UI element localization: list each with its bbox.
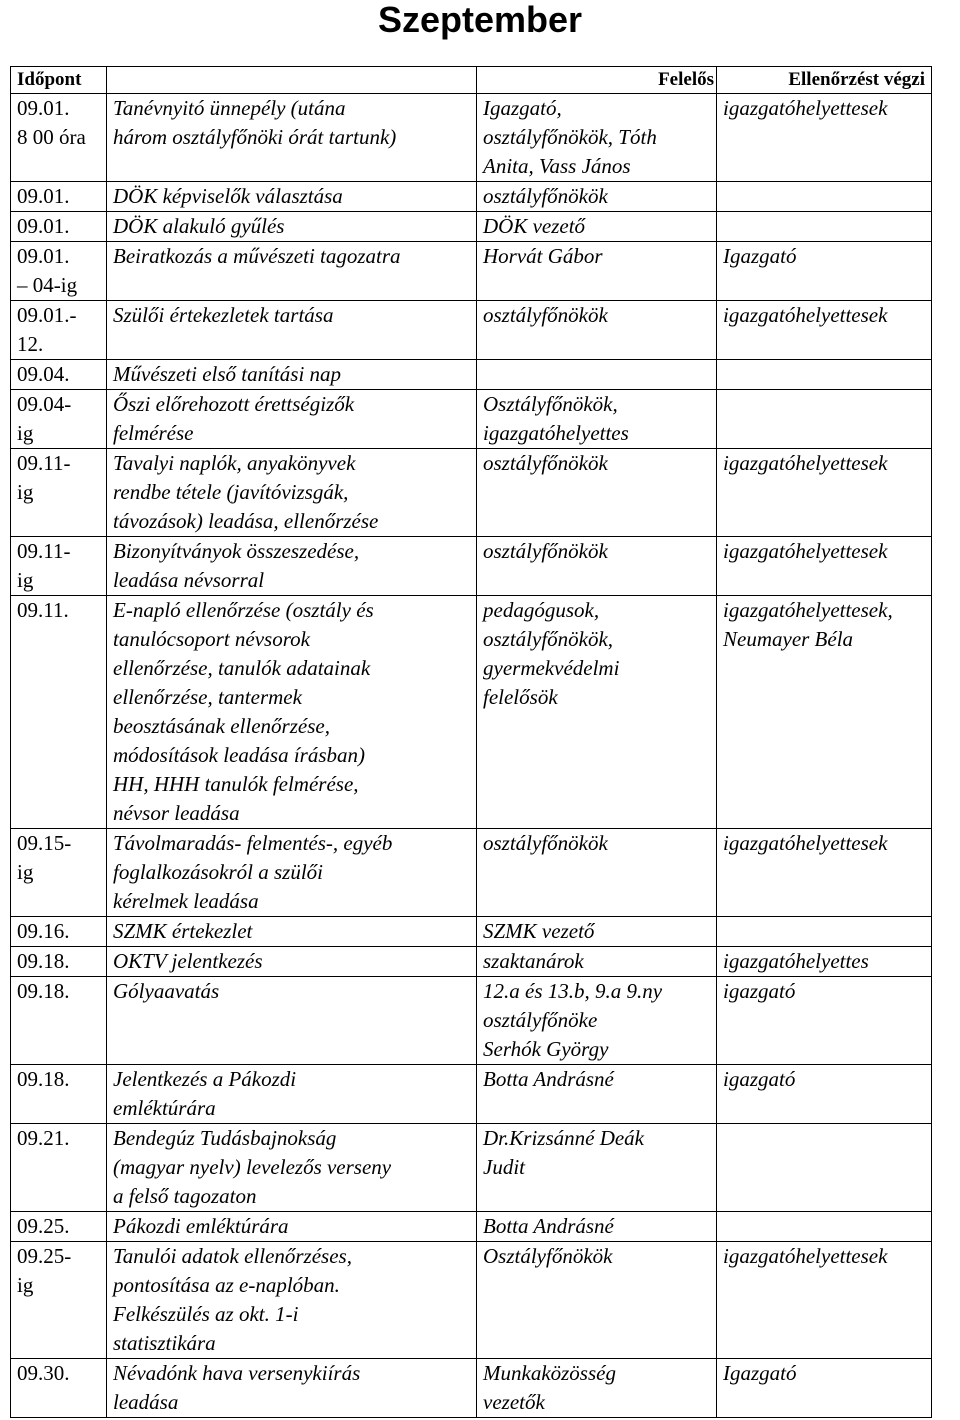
table-row bbox=[11, 301, 932, 360]
table-row bbox=[11, 1359, 932, 1418]
cell-date: 09.15- ig bbox=[11, 829, 107, 917]
cell-task: Távolmaradás- felmentés-, egyéb foglalkozásokról a szülői kérelmek leadása bbox=[107, 829, 477, 917]
table-row bbox=[11, 917, 932, 947]
cell-responsible: DÖK vezető bbox=[477, 212, 717, 242]
cell-check bbox=[717, 212, 932, 242]
cell-check: Igazgató bbox=[717, 242, 932, 301]
cell-responsible: Dr.Krizsánné Deák Judit bbox=[477, 1124, 717, 1212]
table-row bbox=[11, 1124, 932, 1212]
table-row bbox=[11, 390, 932, 449]
header-check: Ellenőrzést végzi bbox=[717, 67, 932, 94]
cell-task: Tanévnyitó ünnepély (utána három osztályfőnöki órát tartunk) bbox=[107, 94, 477, 182]
cell-responsible: 12.a és 13.b, 9.a 9.ny osztályfőnöke Serhók György bbox=[477, 977, 717, 1065]
cell-check bbox=[717, 1124, 932, 1212]
cell-task: DÖK alakuló gyűlés bbox=[107, 212, 477, 242]
cell-date: 09.25- ig bbox=[11, 1242, 107, 1359]
cell-date: 09.01.- 12. bbox=[11, 301, 107, 360]
cell-responsible: Botta Andrásné bbox=[477, 1212, 717, 1242]
cell-date: 09.25. bbox=[11, 1212, 107, 1242]
cell-task: Művészeti első tanítási nap bbox=[107, 360, 477, 390]
cell-date: 09.11- ig bbox=[11, 449, 107, 537]
header-responsible: Felelős bbox=[477, 67, 717, 94]
header-task bbox=[107, 67, 477, 94]
header-date: Időpont bbox=[11, 67, 107, 94]
cell-task: Bendegúz Tudásbajnokság (magyar nyelv) levelezős verseny a felső tagozaton bbox=[107, 1124, 477, 1212]
cell-task: Jelentkezés a Pákozdi emléktúrára bbox=[107, 1065, 477, 1124]
cell-check: igazgatóhelyettesek bbox=[717, 1242, 932, 1359]
cell-check bbox=[717, 360, 932, 390]
table-row bbox=[11, 212, 932, 242]
cell-task: E-napló ellenőrzése (osztály és tanulócsoport névsorok ellenőrzése, tanulók adatainak ellenőrzése, tantermek beosztásának ellenőrzése, módosítások leadása írásban) HH, HHH tanulók felmérése, névsor leadása bbox=[107, 596, 477, 829]
cell-date: 09.18. bbox=[11, 977, 107, 1065]
table-row bbox=[11, 1065, 932, 1124]
cell-check: Igazgató bbox=[717, 1359, 932, 1418]
cell-responsible: pedagógusok, osztályfőnökök, gyermekvédelmi felelősök bbox=[477, 596, 717, 829]
cell-responsible: Osztályfőnökök, igazgatóhelyettes bbox=[477, 390, 717, 449]
cell-responsible: Munkaközösség vezetők bbox=[477, 1359, 717, 1418]
cell-task: SZMK értekezlet bbox=[107, 917, 477, 947]
table-row bbox=[11, 182, 932, 212]
cell-task: Pákozdi emléktúrára bbox=[107, 1212, 477, 1242]
cell-responsible bbox=[477, 360, 717, 390]
cell-responsible: Botta Andrásné bbox=[477, 1065, 717, 1124]
cell-task: Névadónk hava versenykiírás leadása bbox=[107, 1359, 477, 1418]
cell-task: DÖK képviselők választása bbox=[107, 182, 477, 212]
cell-task: Gólyaavatás bbox=[107, 977, 477, 1065]
cell-task: Tanulói adatok ellenőrzéses, pontosítása az e-naplóban. Felkészülés az okt. 1-i statisztikára bbox=[107, 1242, 477, 1359]
table-row bbox=[11, 242, 932, 301]
cell-check: igazgatóhelyettes bbox=[717, 947, 932, 977]
cell-date: 09.01. – 04-ig bbox=[11, 242, 107, 301]
cell-responsible: osztályfőnökök bbox=[477, 537, 717, 596]
cell-responsible: osztályfőnökök bbox=[477, 301, 717, 360]
cell-responsible: osztályfőnökök bbox=[477, 829, 717, 917]
table-row bbox=[11, 360, 932, 390]
table-row bbox=[11, 537, 932, 596]
table-row bbox=[11, 829, 932, 917]
cell-check: igazgató bbox=[717, 977, 932, 1065]
cell-responsible: SZMK vezető bbox=[477, 917, 717, 947]
cell-task: Bizonyítványok összeszedése, leadása névsorral bbox=[107, 537, 477, 596]
cell-responsible: Osztályfőnökök bbox=[477, 1242, 717, 1359]
cell-date: 09.04. bbox=[11, 360, 107, 390]
table-row bbox=[11, 977, 932, 1065]
table-row bbox=[11, 947, 932, 977]
cell-date: 09.01. bbox=[11, 182, 107, 212]
cell-task: Őszi előrehozott érettségizők felmérése bbox=[107, 390, 477, 449]
cell-check: igazgatóhelyettesek, Neumayer Béla bbox=[717, 596, 932, 829]
cell-date: 09.18. bbox=[11, 1065, 107, 1124]
cell-date: 09.16. bbox=[11, 917, 107, 947]
cell-task: Szülői értekezletek tartása bbox=[107, 301, 477, 360]
cell-date: 09.11. bbox=[11, 596, 107, 829]
cell-date: 09.01. bbox=[11, 212, 107, 242]
cell-check bbox=[717, 917, 932, 947]
table-row bbox=[11, 1212, 932, 1242]
cell-task: OKTV jelentkezés bbox=[107, 947, 477, 977]
schedule-table bbox=[10, 66, 932, 1418]
cell-date: 09.30. bbox=[11, 1359, 107, 1418]
cell-check: igazgatóhelyettesek bbox=[717, 449, 932, 537]
cell-date: 09.21. bbox=[11, 1124, 107, 1212]
cell-date: 09.18. bbox=[11, 947, 107, 977]
cell-check: igazgatóhelyettesek bbox=[717, 301, 932, 360]
cell-date: 09.04- ig bbox=[11, 390, 107, 449]
cell-responsible: Igazgató, osztályfőnökök, Tóth Anita, Vass János bbox=[477, 94, 717, 182]
cell-responsible: szaktanárok bbox=[477, 947, 717, 977]
cell-responsible: Horvát Gábor bbox=[477, 242, 717, 301]
schedule-body bbox=[11, 94, 932, 1418]
cell-date: 09.01. 8 00 óra bbox=[11, 94, 107, 182]
header-row bbox=[11, 67, 932, 94]
cell-task: Beiratkozás a művészeti tagozatra bbox=[107, 242, 477, 301]
table-row bbox=[11, 596, 932, 829]
cell-responsible: osztályfőnökök bbox=[477, 182, 717, 212]
cell-check bbox=[717, 390, 932, 449]
table-row bbox=[11, 1242, 932, 1359]
cell-check bbox=[717, 182, 932, 212]
cell-check: igazgatóhelyettesek bbox=[717, 94, 932, 182]
cell-check: igazgató bbox=[717, 1065, 932, 1124]
cell-task: Tavalyi naplók, anyakönyvek rendbe tétele (javítóvizsgák, távozások) leadása, ellenőrzése bbox=[107, 449, 477, 537]
cell-check: igazgatóhelyettesek bbox=[717, 537, 932, 596]
table-row bbox=[11, 94, 932, 182]
cell-check bbox=[717, 1212, 932, 1242]
page-title: Szeptember bbox=[377, 0, 583, 40]
cell-check: igazgatóhelyettesek bbox=[717, 829, 932, 917]
cell-responsible: osztályfőnökök bbox=[477, 449, 717, 537]
cell-date: 09.11- ig bbox=[11, 537, 107, 596]
table-row bbox=[11, 449, 932, 537]
